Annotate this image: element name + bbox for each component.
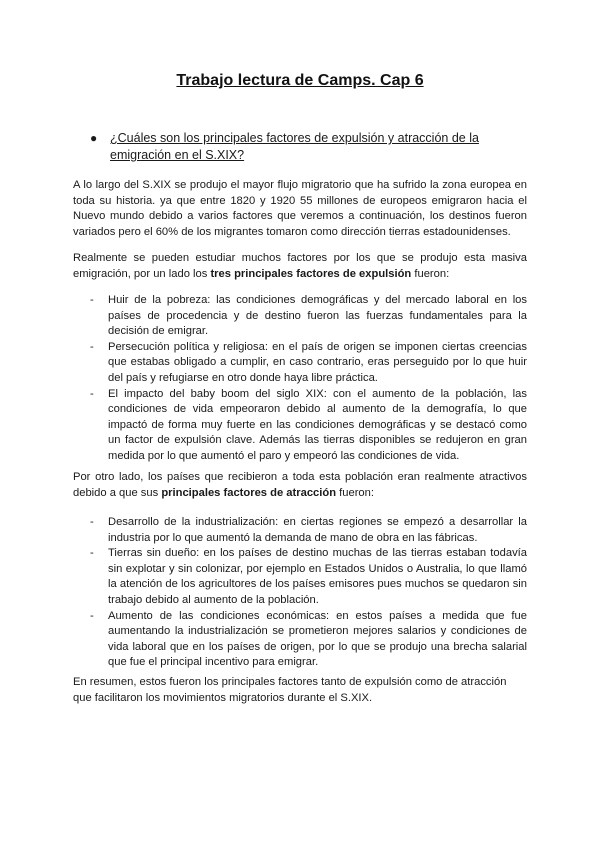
- push-intro-paragraph: [73, 251, 527, 282]
- push-intro-bold: tres principales factores de expulsión: [210, 267, 412, 280]
- intro-paragraph: A lo largo del S.XIX se produjo el mayor flujo migratorio que ha sufrido la zona europea en toda su historia. ya que entre 1820 y 1920 55 millones de europeos emigraron hacia el Nuevo mundo debido a varios factores que veremos a continuación, los destinos fueron variados pero el 60% de los migrantes tomaron como dirección tierras estadounidenses.: [73, 179, 527, 238]
- question-bullet-item: [90, 130, 500, 164]
- push-factors-list: [73, 293, 527, 465]
- pull-factors-list: [73, 515, 527, 671]
- list-item-text: Desarrollo de la industrialización: en ciertas regiones se empezó a desarrollar la industria por lo que aumentó la demanda de mano de obra en las fábricas.: [108, 516, 527, 544]
- list-item: [73, 293, 527, 340]
- list-item-text: Aumento de las condiciones económicas: en estos países a medida que fue aumentando la industrialización se prometieron mejores salarios y condiciones de vida laboral que en los países de origen, por lo que se produjo una brecha salarial que fue el principal incentivo para emigrar.: [108, 609, 527, 669]
- list-item-text: El impacto del baby boom del siglo XIX: con el aumento de la población, las condiciones de vida empeoraron debido al aumento de la demografía, lo que impactó de forma muy fuerte en las condiciones demográficas y se destacó como un factor de expulsión clave. Además las tierras disponibles se redujeron en gran medida por lo que aumentó el paro y empeoró las condiciones de vida.: [108, 387, 527, 462]
- question-text: ¿Cuáles son los principales factores de expulsión y atracción de la emigración en el S.XIX?: [110, 131, 479, 162]
- dash-marker: -: [90, 516, 94, 528]
- dash-marker: -: [90, 547, 94, 560]
- dash-marker: -: [90, 340, 94, 353]
- conclusion-paragraph: En resumen, estos fueron los principales factores tanto de expulsión como de atracción que facilitaron los movimientos migratorios durante el S.XIX.: [73, 676, 507, 704]
- pull-intro-paragraph: [73, 470, 527, 501]
- pull-intro-bold: principales factores de atracción: [161, 486, 337, 499]
- list-item: [73, 546, 527, 608]
- list-item-text: Huir de la pobreza: las condiciones demográficas y del mercado laboral en los países de procedencia y de destino fueron las fuerzas fundamentales para la decisión de emigrar.: [108, 294, 527, 338]
- pull-intro-end: fueron:: [336, 486, 374, 499]
- list-item: [73, 387, 527, 465]
- page-title: Trabajo lectura de Camps. Cap 6: [176, 72, 424, 89]
- list-item-text: Tierras sin dueño: en los países de destino muchas de las tierras estaban todavía sin explotar y sin colonizar, por ejemplo en Estados Unidos o Australia, lo que llamó la atención de los agricultores de los países emisores pues muchos se quedaron sin trabajo debido al aumento de la población.: [108, 547, 527, 606]
- push-intro-end: fueron:: [411, 267, 450, 280]
- push-intro-text: Realmente se pueden estudiar muchos factores por los que se produjo esta masiva emigración, por un lado los: [73, 252, 527, 280]
- list-item: [73, 515, 527, 546]
- bullet-icon: ●: [90, 131, 98, 145]
- list-item-text: Persecución política y religiosa: en el país de origen se imponen ciertas creencias que estabas obligado a cumplir, en caso contrario, eras perseguido por lo que huir del país y refugiarse en otro donde haya libre práctica.: [108, 340, 527, 384]
- dash-marker: -: [90, 609, 94, 622]
- list-item: [73, 609, 527, 671]
- list-item: [73, 340, 527, 387]
- dash-marker: -: [90, 294, 94, 306]
- dash-marker: -: [90, 387, 94, 400]
- pull-intro-text: Por otro lado, los países que recibieron a toda esta población eran realmente atractivos debido a que sus: [73, 471, 527, 499]
